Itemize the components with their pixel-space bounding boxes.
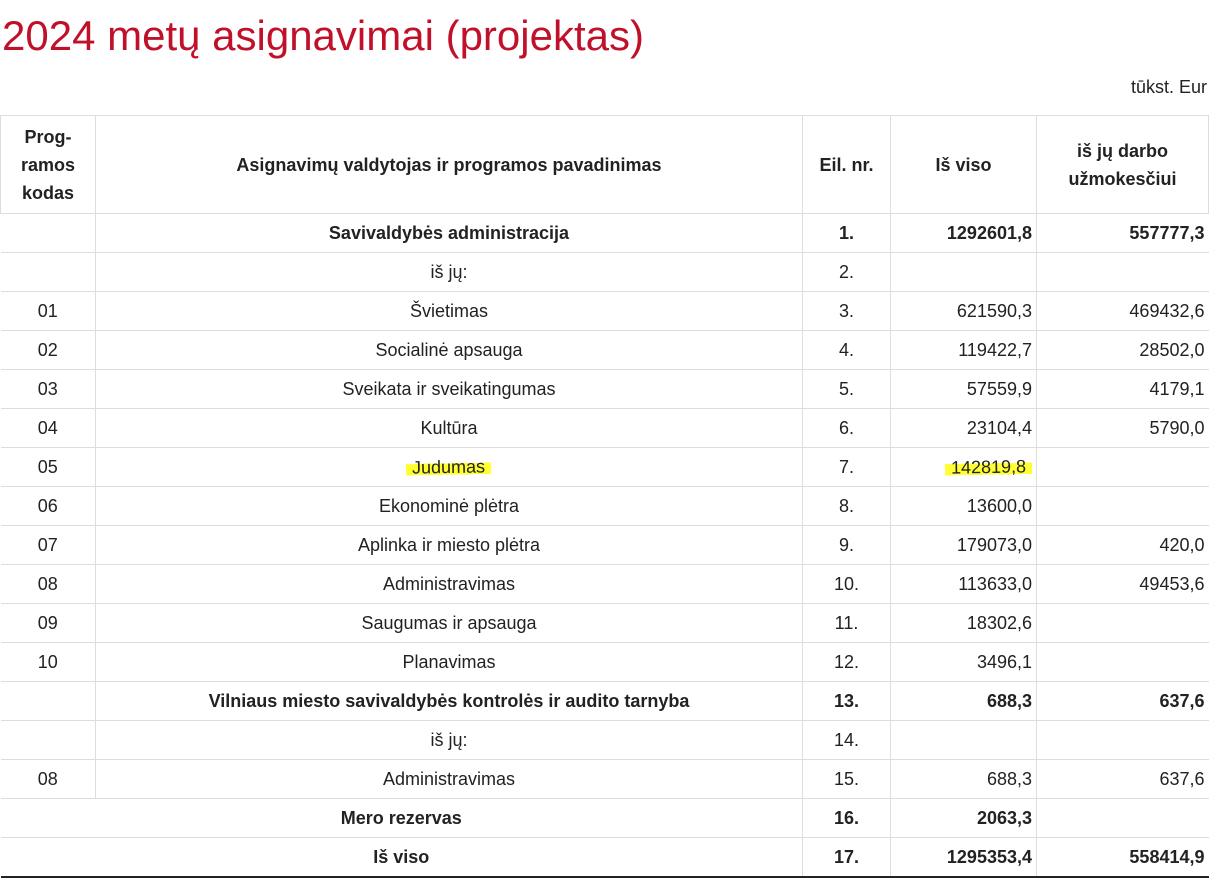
- page-title: 2024 metų asignavimai (projektas): [2, 12, 644, 59]
- total-cell: 113633,0: [891, 565, 1037, 604]
- row-number-cell: 11.: [803, 604, 891, 643]
- row-number-cell: 6.: [803, 409, 891, 448]
- row-number-cell: 5.: [803, 370, 891, 409]
- header-program-name: Asignavimų valdytojas ir programos pavadinimas: [96, 116, 803, 214]
- total-cell: 688,3: [891, 682, 1037, 721]
- row-number-cell: 15.: [803, 760, 891, 799]
- header-program-code: [1, 116, 96, 214]
- wages-cell: 28502,0: [1037, 331, 1209, 370]
- program-code-cell: [1, 682, 96, 721]
- total-cell: 23104,4: [891, 409, 1037, 448]
- total-cell: 57559,9: [891, 370, 1037, 409]
- program-name-cell: iš jų:: [96, 721, 803, 760]
- total-cell: 1295353,4: [891, 838, 1037, 878]
- program-code-cell: 03: [1, 370, 96, 409]
- header-wages: [1037, 116, 1209, 214]
- wages-cell: [1037, 448, 1209, 487]
- program-name-cell: Ekonominė plėtra: [96, 487, 803, 526]
- table-row: [1, 448, 1209, 487]
- program-code-cell: 01: [1, 292, 96, 331]
- program-code-cell: 05: [1, 448, 96, 487]
- wages-cell: [1037, 721, 1209, 760]
- table-row: [1, 214, 1209, 253]
- total-cell: 18302,6: [891, 604, 1037, 643]
- wages-cell: [1037, 253, 1209, 292]
- program-code-cell: 09: [1, 604, 96, 643]
- program-name-cell: Mero rezervas: [1, 799, 803, 838]
- program-code-cell: 06: [1, 487, 96, 526]
- unit-label: tūkst. Eur: [1130, 77, 1207, 97]
- program-code-cell: 08: [1, 760, 96, 799]
- program-name-cell: Administravimas: [96, 760, 803, 799]
- table-row: [1, 526, 1209, 565]
- program-name-cell: Administravimas: [96, 565, 803, 604]
- program-code-cell: 08: [1, 565, 96, 604]
- wages-cell: [1037, 487, 1209, 526]
- header-row-number: Eil. nr.: [803, 116, 891, 214]
- row-number-cell: 14.: [803, 721, 891, 760]
- wages-cell: 469432,6: [1037, 292, 1209, 331]
- total-cell: [891, 448, 1037, 487]
- table-row: [1, 409, 1209, 448]
- program-code-cell: 04: [1, 409, 96, 448]
- header-wages-line: iš jų darbo: [1076, 140, 1168, 161]
- table-row: [1, 838, 1209, 878]
- header-code-line: kodas: [21, 182, 75, 203]
- wages-cell: [1037, 604, 1209, 643]
- program-code-cell: 10: [1, 643, 96, 682]
- program-name-cell: Švietimas: [96, 292, 803, 331]
- table-row: [1, 799, 1209, 838]
- row-number-cell: 1.: [803, 214, 891, 253]
- program-name-cell: [96, 448, 803, 487]
- wages-cell: 4179,1: [1037, 370, 1209, 409]
- header-wages-line: užmokesčiui: [1068, 168, 1177, 189]
- total-cell: 1292601,8: [891, 214, 1037, 253]
- program-code-cell: [1, 253, 96, 292]
- wages-cell: 637,6: [1037, 682, 1209, 721]
- highlight-mark: Judumas: [406, 456, 491, 478]
- table-row: [1, 721, 1209, 760]
- appropriations-table: [0, 115, 1209, 878]
- wages-cell: 5790,0: [1037, 409, 1209, 448]
- total-cell: 688,3: [891, 760, 1037, 799]
- program-name-cell: Planavimas: [96, 643, 803, 682]
- wages-cell: 557777,3: [1037, 214, 1209, 253]
- table-row: [1, 253, 1209, 292]
- program-name-cell: Iš viso: [1, 838, 803, 878]
- wages-cell: 49453,6: [1037, 565, 1209, 604]
- program-code-cell: [1, 721, 96, 760]
- program-name-cell: Sveikata ir sveikatingumas: [96, 370, 803, 409]
- table-row: [1, 682, 1209, 721]
- row-number-cell: 16.: [803, 799, 891, 838]
- table-row: [1, 292, 1209, 331]
- total-cell: 621590,3: [891, 292, 1037, 331]
- table-row: [1, 487, 1209, 526]
- table-header-row: [1, 116, 1209, 214]
- program-code-cell: [1, 214, 96, 253]
- row-number-cell: 8.: [803, 487, 891, 526]
- table-row: [1, 370, 1209, 409]
- row-number-cell: 13.: [803, 682, 891, 721]
- table-row: [1, 760, 1209, 799]
- total-cell: 179073,0: [891, 526, 1037, 565]
- total-cell: [891, 721, 1037, 760]
- total-cell: [891, 253, 1037, 292]
- row-number-cell: 4.: [803, 331, 891, 370]
- wages-cell: 637,6: [1037, 760, 1209, 799]
- wages-cell: [1037, 799, 1209, 838]
- table-body: [1, 214, 1209, 878]
- wages-cell: [1037, 643, 1209, 682]
- header-code-line: Prog-: [24, 126, 72, 147]
- wages-cell: 420,0: [1037, 526, 1209, 565]
- program-name-cell: iš jų:: [96, 253, 803, 292]
- program-name-cell: Kultūra: [96, 409, 803, 448]
- table-row: [1, 331, 1209, 370]
- row-number-cell: 17.: [803, 838, 891, 878]
- program-code-cell: 02: [1, 331, 96, 370]
- header-total: Iš viso: [891, 116, 1037, 214]
- total-cell: 3496,1: [891, 643, 1037, 682]
- highlight-mark: 142819,8: [945, 456, 1032, 479]
- header-code-line: ramos: [20, 154, 76, 175]
- row-number-cell: 7.: [803, 448, 891, 487]
- wages-cell: 558414,9: [1037, 838, 1209, 878]
- row-number-cell: 9.: [803, 526, 891, 565]
- row-number-cell: 12.: [803, 643, 891, 682]
- row-number-cell: 2.: [803, 253, 891, 292]
- table-row: [1, 565, 1209, 604]
- program-name-cell: Socialinė apsauga: [96, 331, 803, 370]
- program-name-cell: Vilniaus miesto savivaldybės kontrolės ir audito tarnyba: [96, 682, 803, 721]
- total-cell: 2063,3: [891, 799, 1037, 838]
- table-row: [1, 643, 1209, 682]
- total-cell: 119422,7: [891, 331, 1037, 370]
- row-number-cell: 10.: [803, 565, 891, 604]
- program-code-cell: 07: [1, 526, 96, 565]
- program-name-cell: Aplinka ir miesto plėtra: [96, 526, 803, 565]
- row-number-cell: 3.: [803, 292, 891, 331]
- total-cell: 13600,0: [891, 487, 1037, 526]
- table-row: [1, 604, 1209, 643]
- program-name-cell: Saugumas ir apsauga: [96, 604, 803, 643]
- program-name-cell: Savivaldybės administracija: [96, 214, 803, 253]
